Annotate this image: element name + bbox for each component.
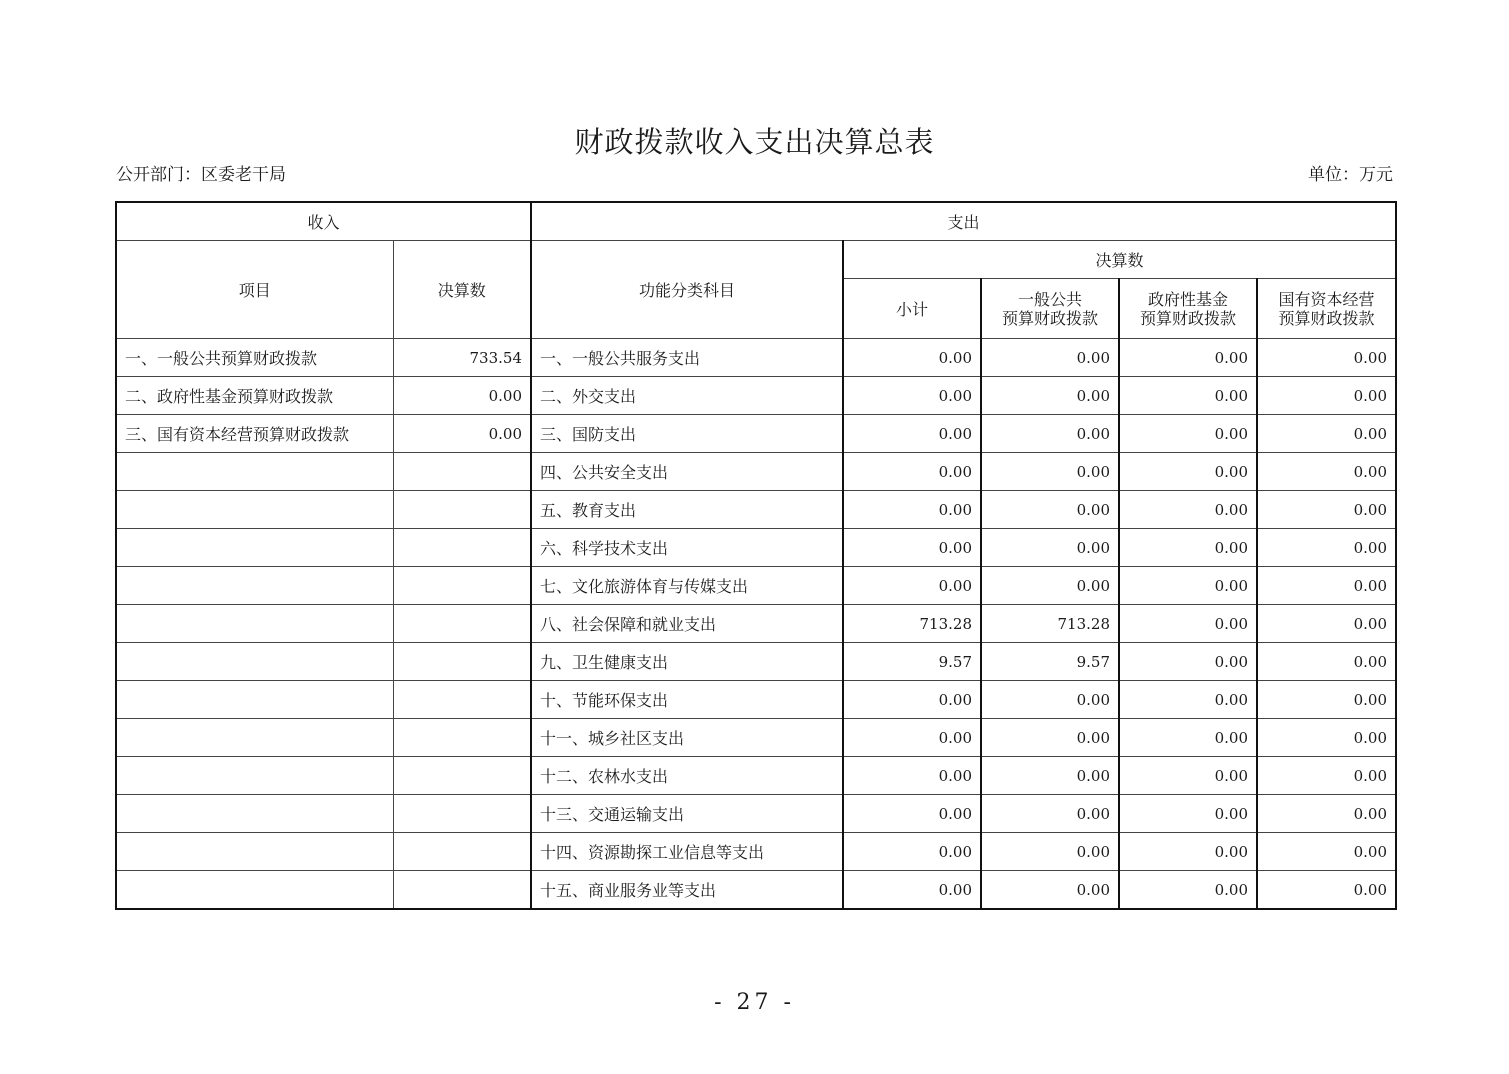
expense-category-cell: 四、公共安全支出 [531,453,843,491]
general-budget-cell: 0.00 [981,491,1119,529]
fund-budget-cell: 0.00 [1119,757,1257,795]
general-budget-cell: 0.00 [981,415,1119,453]
income-item-cell [116,681,393,719]
subtotal-cell: 0.00 [843,795,981,833]
expense-category-cell: 六、科学技术支出 [531,529,843,567]
table-row [116,643,1396,681]
table-row [116,377,1396,415]
table-row [116,719,1396,757]
subtotal-cell: 0.00 [843,757,981,795]
income-amount-cell [393,529,531,567]
amount-header: 决算数 [393,241,531,339]
expense-category-cell: 十四、资源勘探工业信息等支出 [531,833,843,871]
expense-category-cell: 十五、商业服务业等支出 [531,871,843,910]
final-amount-header: 决算数 [843,241,1396,279]
income-item-cell [116,795,393,833]
income-item-cell [116,529,393,567]
fund-budget-cell: 0.00 [1119,871,1257,910]
expense-category-cell: 三、国防支出 [531,415,843,453]
table-row [116,757,1396,795]
state-capital-cell: 0.00 [1257,833,1396,871]
budget-table [115,201,1397,910]
subtotal-cell: 0.00 [843,339,981,377]
expense-category-cell: 二、外交支出 [531,377,843,415]
expense-category-cell: 十二、农林水支出 [531,757,843,795]
income-amount-cell [393,795,531,833]
subtotal-cell: 0.00 [843,529,981,567]
unit-label: 单位：万元 [1308,165,1393,185]
income-amount-cell [393,681,531,719]
income-item-cell [116,833,393,871]
subtotal-cell: 0.00 [843,871,981,910]
subtotal-cell: 0.00 [843,719,981,757]
fund-budget-cell: 0.00 [1119,339,1257,377]
income-amount-cell [393,567,531,605]
fund-budget-cell: 0.00 [1119,567,1257,605]
table-row [116,833,1396,871]
general-budget-cell: 713.28 [981,605,1119,643]
general-budget-cell: 0.00 [981,833,1119,871]
category-header: 功能分类科目 [531,241,843,339]
income-item-cell [116,643,393,681]
state-capital-cell: 0.00 [1257,453,1396,491]
subtotal-cell: 0.00 [843,377,981,415]
fund-budget-header: 政府性基金 预算财政拨款 [1119,279,1257,339]
fund-budget-cell: 0.00 [1119,415,1257,453]
fund-budget-cell: 0.00 [1119,377,1257,415]
state-capital-cell: 0.00 [1257,567,1396,605]
fund-budget-cell: 0.00 [1119,491,1257,529]
income-amount-cell [393,453,531,491]
state-capital-cell: 0.00 [1257,643,1396,681]
income-item-cell [116,567,393,605]
expense-category-cell: 十三、交通运输支出 [531,795,843,833]
fund-budget-cell: 0.00 [1119,681,1257,719]
general-budget-cell: 9.57 [981,643,1119,681]
income-item-cell [116,871,393,910]
general-budget-cell: 0.00 [981,871,1119,910]
table-row [116,567,1396,605]
state-capital-cell: 0.00 [1257,415,1396,453]
income-amount-cell [393,719,531,757]
table-row [116,681,1396,719]
income-item-cell [116,453,393,491]
table-row [116,605,1396,643]
state-capital-cell: 0.00 [1257,795,1396,833]
item-header: 项目 [116,241,393,339]
expense-category-cell: 十、节能环保支出 [531,681,843,719]
income-header: 收入 [116,202,531,241]
subtotal-cell: 713.28 [843,605,981,643]
income-amount-cell [393,871,531,910]
income-amount-cell: 733.54 [393,339,531,377]
expense-category-cell: 七、文化旅游体育与传媒支出 [531,567,843,605]
expense-category-cell: 五、教育支出 [531,491,843,529]
general-budget-cell: 0.00 [981,681,1119,719]
income-item-cell [116,757,393,795]
table-row [116,529,1396,567]
expense-category-cell: 十一、城乡社区支出 [531,719,843,757]
general-budget-cell: 0.00 [981,453,1119,491]
income-item-cell: 二、政府性基金预算财政拨款 [116,377,393,415]
state-capital-cell: 0.00 [1257,339,1396,377]
subtotal-cell: 0.00 [843,833,981,871]
general-budget-cell: 0.00 [981,795,1119,833]
income-amount-cell [393,605,531,643]
subtotal-cell: 0.00 [843,681,981,719]
general-budget-cell: 0.00 [981,529,1119,567]
fund-budget-cell: 0.00 [1119,605,1257,643]
income-amount-cell [393,833,531,871]
table-row [116,871,1396,910]
subtotal-cell: 9.57 [843,643,981,681]
general-budget-cell: 0.00 [981,719,1119,757]
general-budget-cell: 0.00 [981,377,1119,415]
state-capital-cell: 0.00 [1257,491,1396,529]
general-budget-cell: 0.00 [981,757,1119,795]
subtotal-cell: 0.00 [843,453,981,491]
fund-budget-cell: 0.00 [1119,529,1257,567]
income-item-cell: 一、一般公共预算财政拨款 [116,339,393,377]
expense-category-cell: 一、一般公共服务支出 [531,339,843,377]
state-capital-cell: 0.00 [1257,719,1396,757]
department-label: 公开部门：区委老干局 [116,165,286,185]
state-capital-header: 国有资本经营 预算财政拨款 [1257,279,1396,339]
fund-budget-cell: 0.00 [1119,833,1257,871]
table-row [116,415,1396,453]
expense-header: 支出 [531,202,1396,241]
page-title: 财政拨款收入支出决算总表 [574,125,935,159]
income-amount-cell [393,643,531,681]
income-amount-cell: 0.00 [393,377,531,415]
fund-budget-cell: 0.00 [1119,643,1257,681]
general-budget-cell: 0.00 [981,567,1119,605]
state-capital-cell: 0.00 [1257,377,1396,415]
table-row [116,453,1396,491]
income-item-cell [116,719,393,757]
income-item-cell [116,605,393,643]
page-number: - 27 - [714,990,795,1015]
state-capital-cell: 0.00 [1257,757,1396,795]
table-row [116,795,1396,833]
general-budget-header: 一般公共 预算财政拨款 [981,279,1119,339]
state-capital-cell: 0.00 [1257,605,1396,643]
fund-budget-cell: 0.00 [1119,795,1257,833]
table-row [116,339,1396,377]
fund-budget-cell: 0.00 [1119,719,1257,757]
income-amount-cell [393,491,531,529]
state-capital-cell: 0.00 [1257,681,1396,719]
general-budget-cell: 0.00 [981,339,1119,377]
table-row [116,491,1396,529]
income-amount-cell: 0.00 [393,415,531,453]
state-capital-cell: 0.00 [1257,871,1396,910]
fund-budget-cell: 0.00 [1119,453,1257,491]
subtotal-cell: 0.00 [843,491,981,529]
subtotal-cell: 0.00 [843,567,981,605]
state-capital-cell: 0.00 [1257,529,1396,567]
expense-category-cell: 八、社会保障和就业支出 [531,605,843,643]
expense-category-cell: 九、卫生健康支出 [531,643,843,681]
subtotal-cell: 0.00 [843,415,981,453]
income-item-cell [116,491,393,529]
subtotal-header: 小计 [843,279,981,339]
income-item-cell: 三、国有资本经营预算财政拨款 [116,415,393,453]
income-amount-cell [393,757,531,795]
